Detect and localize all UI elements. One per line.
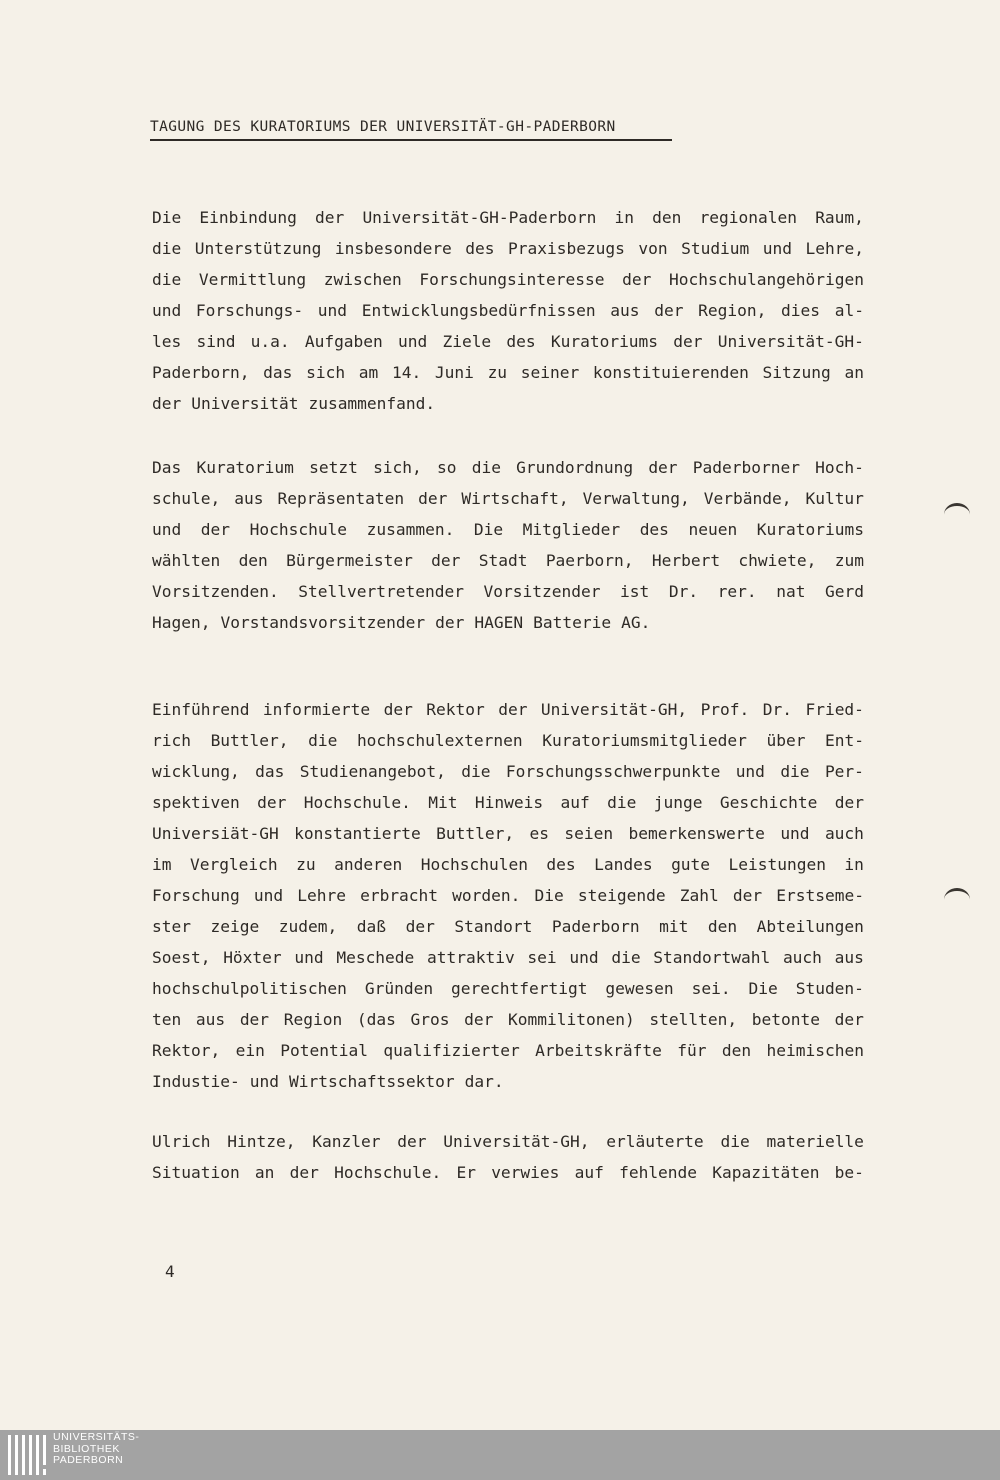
paragraph-3: [152, 694, 864, 1097]
text-line: Situation an der Hochschule. Er verwies auf fehlende Kapazitäten be-: [152, 1163, 864, 1182]
page-number: 4: [165, 1262, 175, 1281]
text-line: Paderborn, das sich am 14. Juni zu seiner konstituierenden Sitzung an: [152, 363, 864, 382]
logo-line: UNIVERSITÄTS-: [53, 1431, 140, 1443]
punch-hole-mark: [944, 503, 970, 526]
text-line: Vorsitzenden. Stellvertretender Vorsitzender ist Dr. rer. nat Gerd: [152, 582, 864, 601]
text-line: und Forschungs- und Entwicklungsbedürfnissen aus der Region, dies al-: [152, 301, 864, 320]
logo-line: PADERBORN: [53, 1454, 124, 1466]
text-line: Forschung und Lehre erbracht worden. Die steigende Zahl der Erstseme-: [152, 886, 864, 905]
text-line: hochschulpolitischen Gründen gerechtfertigt gewesen sei. Die Studen-: [152, 979, 864, 998]
text-line: die Unterstützung insbesondere des Praxisbezugs von Studium und Lehre,: [152, 239, 864, 258]
text-line: Universiät-GH konstantierte Buttler, es seien bemerkenswerte und auch: [152, 824, 864, 843]
text-line: Einführend informierte der Rektor der Universität-GH, Prof. Dr. Fried-: [152, 700, 864, 719]
library-footer-bar: [0, 1430, 1000, 1480]
text-line: Soest, Höxter und Meschede attraktiv sei und die Standortwahl auch aus: [152, 948, 864, 967]
library-logo-icon: [6, 1433, 50, 1477]
paragraph-4: [152, 1126, 864, 1188]
text-line: les sind u.a. Aufgaben und Ziele des Kuratoriums der Universität-GH-: [152, 332, 864, 351]
text-line: Hagen, Vorstandsvorsitzender der HAGEN Batterie AG.: [152, 613, 651, 632]
text-line: Ulrich Hintze, Kanzler der Universität-GH, erläuterte die materielle: [152, 1132, 864, 1151]
text-line: wicklung, das Studienangebot, die Forschungsschwerpunkte und die Per-: [152, 762, 864, 781]
text-line: schule, aus Repräsentaten der Wirtschaft, Verwaltung, Verbände, Kultur: [152, 489, 864, 508]
punch-hole-mark: [944, 888, 970, 911]
library-logo-text: [53, 1432, 139, 1467]
text-line: spektiven der Hochschule. Mit Hinweis auf die junge Geschichte der: [152, 793, 864, 812]
text-line: ten aus der Region (das Gros der Kommilitonen) stellten, betonte der: [152, 1010, 864, 1029]
document-heading: TAGUNG DES KURATORIUMS DER UNIVERSITÄT-GH-PADERBORN: [150, 119, 672, 141]
text-line: Industie- und Wirtschaftssektor dar.: [152, 1072, 504, 1091]
text-line: und der Hochschule zusammen. Die Mitglieder des neuen Kuratoriums: [152, 520, 864, 539]
text-line: Das Kuratorium setzt sich, so die Grundordnung der Paderborner Hoch-: [152, 458, 864, 477]
paragraph-1: [152, 202, 864, 419]
text-line: ster zeige zudem, daß der Standort Paderborn mit den Abteilungen: [152, 917, 864, 936]
paragraph-2: [152, 452, 864, 638]
text-line: die Vermittlung zwischen Forschungsinteresse der Hochschulangehörigen: [152, 270, 864, 289]
text-line: Die Einbindung der Universität-GH-Paderborn in den regionalen Raum,: [152, 208, 864, 227]
text-line: im Vergleich zu anderen Hochschulen des Landes gute Leistungen in: [152, 855, 864, 874]
logo-line: BIBLIOTHEK: [53, 1442, 120, 1455]
text-line: Rektor, ein Potential qualifizierter Arbeitskräfte für den heimischen: [152, 1041, 864, 1060]
text-line: wählten den Bürgermeister der Stadt Paerborn, Herbert chwiete, zum: [152, 551, 864, 570]
text-line: rich Buttler, die hochschulexternen Kuratoriumsmitglieder über Ent-: [152, 731, 864, 750]
text-line: der Universität zusammenfand.: [152, 394, 436, 413]
